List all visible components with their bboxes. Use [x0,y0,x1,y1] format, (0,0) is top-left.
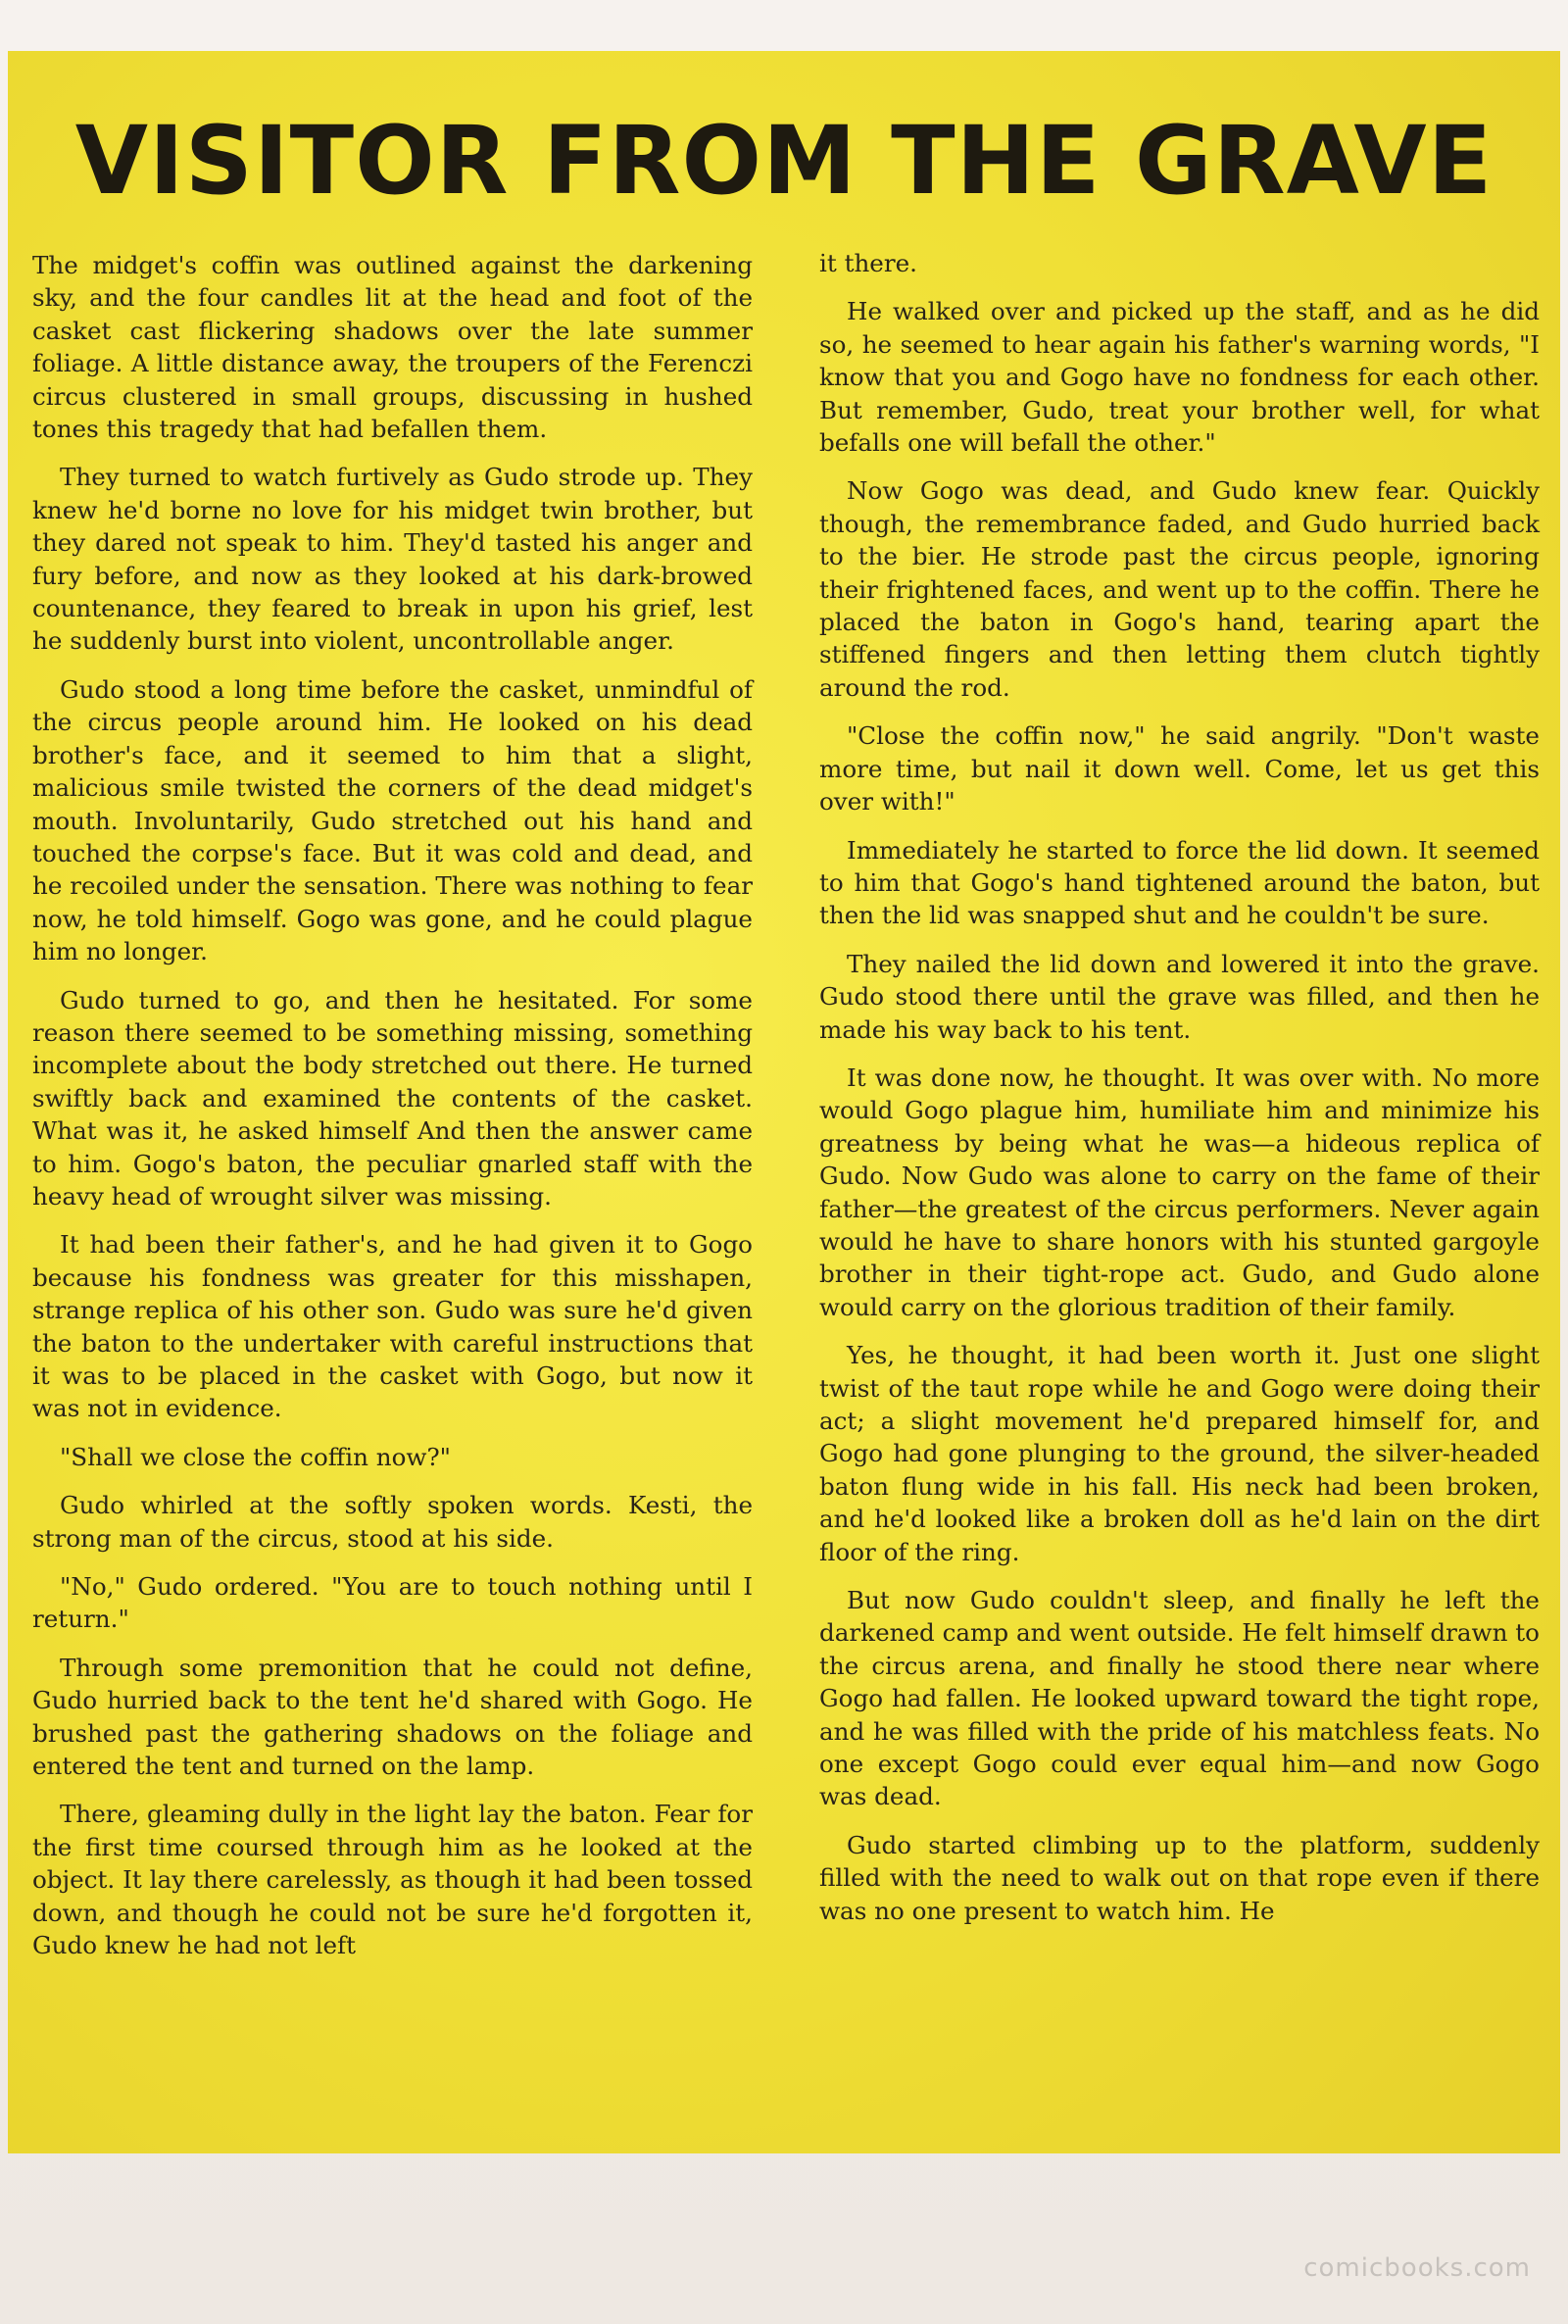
paragraph: It had been their father's, and he had given it to Gogo because his fondness was greater for this misshapen, strange replica of his other son. Gudo was sure he'd given the baton to the undertaker with careful instructions that it was to be placed in the casket with Gogo, but now it was not in evidence. [32,1230,753,1423]
paragraph: It was done now, he thought. It was over with. No more would Gogo plague him, humiliate him and minimize his greatness by being what he was—a hideous replica of Gudo. Now Gudo was alone to carry on the fame of their father—the greatest of the circus performers. Never again would he have to share honors with his stunted gargoyle brother in their tight-rope act. Gudo, and Gudo alone would carry on the glorious tradition of their family. [819,1063,1540,1321]
story-title: VISITOR FROM THE GRAVE [74,106,1494,216]
paragraph: Gudo started climbing up to the platform, suddenly filled with the need to walk out on that rope even if there was no one present to watch him. He [819,1830,1540,1925]
paragraph: "Close the coffin now," he said angrily. "Don't waste more time, but nail it down well. Come, let us get this over with!" [819,721,1540,816]
right-column [819,247,1540,1943]
paragraph: "Shall we close the coffin now?" [60,1442,451,1471]
paragraph: Gudo whirled at the softly spoken words. Kesti, the strong man of the circus, stood at his side. [32,1491,753,1553]
paragraph: The midget's coffin was outlined against the darkening sky, and the four candles lit at the head and foot of the casket cast flickering shadows over the late summer foliage. A little distance away, the troupers of the Ferenczi circus clustered in small groups, discussing in hushed tones this tragedy that had befallen them. [32,251,753,444]
paragraph: "No," Gudo ordered. "You are to touch nothing until I return." [32,1572,753,1634]
paragraph: They turned to watch furtively as Gudo strode up. They knew he'd borne no love for his midget twin brother, but they dared not speak to him. They'd tasted his anger and fury before, and now as they looked at his dark-browed countenance, they feared to break in upon his grief, lest he suddenly burst into violent, uncontrollable anger. [32,463,753,656]
paragraph: They nailed the lid down and lowered it into the grave. Gudo stood there until the grave was filled, and then he made his way back to his tent. [819,949,1540,1044]
site-watermark: comicbooks.com [1303,2253,1531,2283]
paragraph: Gudo turned to go, and then he hesitated. For some reason there seemed to be something missing, something incomplete about the body stretched out there. He turned swiftly back and examined the contents of the casket. What was it, he asked himself And then the answer came to him. Gogo's baton, the peculiar gnarled staff with the heavy head of wrought silver was missing. [32,985,753,1211]
paragraph: Yes, he thought, it had been worth it. Just one slight twist of the taut rope while he and Gogo were doing their act; a slight movement he'd prepared himself for, and Gogo had gone plunging to the ground, the silver-headed baton flung wide in his fall. His neck had been broken, and he'd looked like a broken doll as he'd lain on the dirt floor of the ring. [819,1341,1540,1566]
paragraph: There, gleaming dully in the light lay the baton. Fear for the first time coursed through him as he looked at the object. It lay there carelessly, as though it had been tossed down, and though he could not be sure he'd forgotten it, Gudo knew he had not left [32,1800,753,1960]
paragraph: Through some premonition that he could not define, Gudo hurried back to the tent he'd shared with Gogo. He brushed past the gathering shadows on the foliage and entered the tent and turned on the lamp. [32,1653,753,1781]
paragraph: Immediately he started to force the lid down. It seemed to him that Gogo's hand tightened around the baton, but then the lid was snapped shut and he couldn't be sure. [819,835,1540,930]
paragraph: He walked over and picked up the staff, and as he did so, he seemed to hear again his father's warning words, "I know that you and Gogo have no fondness for each other. But remember, Gudo, treat your brother well, for what befalls one will befall the other." [819,297,1540,458]
paragraph: Gudo stood a long time before the casket, unmindful of the circus people around him. He looked on his dead brother's face, and it seemed to him that a slight, malicious smile twisted the corners of the dead midget's mouth. Involuntarily, Gudo stretched out his hand and touched the corpse's face. But it was cold and dead, and he recoiled under the sensation. There was nothing to fear now, he told himself. Gogo was gone, and he could plague him no longer. [32,674,753,966]
left-column [32,249,753,1978]
paragraph: But now Gudo couldn't sleep, and finally he left the darkened camp and went outside. He felt himself drawn to the circus arena, and finally he stood there near where Gogo had fallen. He looked upward toward the tight rope, and he was filled with the pride of his matchless feats. No one except Gogo could ever equal him—and now Gogo was dead. [819,1586,1540,1811]
paragraph: it there. [819,249,917,277]
paragraph: Now Gogo was dead, and Gudo knew fear. Quickly though, the remembrance faded, and Gudo hurried back to the bier. He strode past the circus people, ignoring their frightened faces, and went up to the coffin. There he placed the baton in Gogo's hand, tearing apart the stiffened fingers and then letting them clutch tightly around the rod. [819,476,1540,702]
story-panel [8,51,1560,2153]
